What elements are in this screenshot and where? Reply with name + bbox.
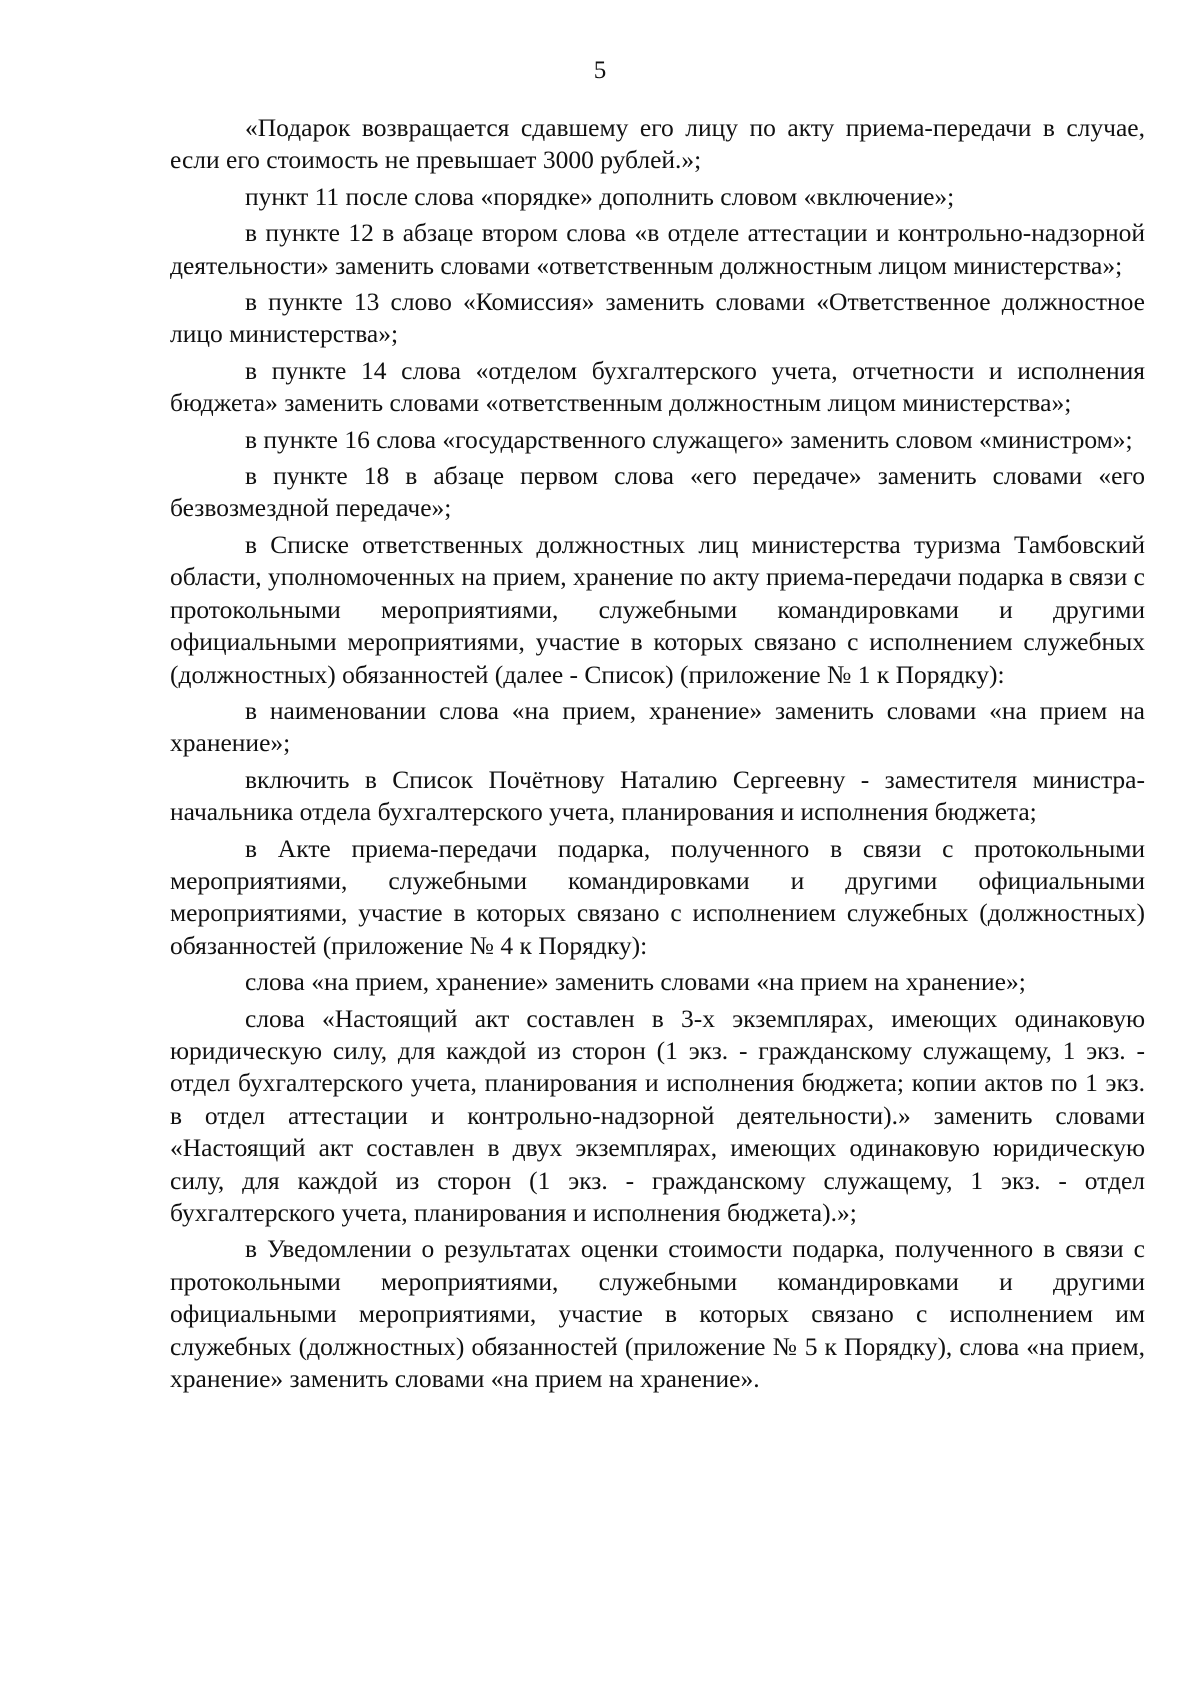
paragraph-act-words: слова «на прием, хранение» заменить словами «на прием на хранение»; (245, 967, 1026, 997)
paragraph-responsible-list: в Списке ответственных должностных лиц министерства туризма Тамбовский области, уполномоченных на прием, хранение по акту приема-передачи подарка в связи с протокольными мероприятиями, служебными командировками и другими официальными мероприятиями, участие в которых связано с исполнением служебных (должностных) обязанностей (далее - Список) (приложение № 1 к Порядку): (170, 529, 1145, 689)
paragraph-list-title: в наименовании слова «на прием, хранение» заменить словами «на прием на хранение»; (170, 695, 1145, 758)
paragraph-item-11: пункт 11 после слова «порядке» дополнить словом «включение»; (245, 181, 955, 211)
paragraph-item-13: в пункте 13 слово «Комиссия» заменить словами «Ответственное должностное лицо министерства»; (170, 287, 1145, 349)
paragraph-notification: в Уведомлении о результатах оценки стоимости подарка, полученного в связи с протокольными мероприятиями, служебными командировками и другими официальными мероприятиями, участие в которых связано с исполнением им служебных (должностных) обязанностей (приложение № 5 к Порядку), слова «на прием, хранение» заменить словами «на прием на хранение». (170, 1234, 1145, 1394)
paragraph-include-person: включить в Список Почётнову Наталию Сергеевну - заместителя министра-начальника отдела бухгалтерского учета, планирования и исполнения бюджета; (170, 764, 1145, 827)
paragraph-act-copies: слова «Настоящий акт составлен в 3-х экземплярах, имеющих одинаковую юридическую силу, для каждой из сторон (1 экз. - гражданскому служащему, 1 экз. - отдел бухгалтерского учета, планирования и исполнения бюджета; копии актов по 1 экз. в отдел аттестации и контрольно-надзорной деятельности).» заменить словами «Настоящий акт составлен в двух экземплярах, имеющих одинаковую юридическую силу, для каждой из сторон (1 экз. - гражданскому служащему, 1 экз. - отдел бухгалтерского учета, планирования и исполнения бюджета).»; (170, 1003, 1145, 1227)
paragraph-item-14: в пункте 14 слова «отделом бухгалтерского учета, отчетности и исполнения бюджета» заменить словами «ответственным должностным лицом министерства»; (170, 355, 1145, 418)
paragraph-item-16: в пункте 16 слова «государственного служащего» заменить словом «министром»; (245, 424, 1133, 454)
page-number: 5 (593, 57, 607, 84)
paragraph-item-12: в пункте 12 в абзаце втором слова «в отделе аттестации и контрольно-надзорной деятельности» заменить словами «ответственным должностным лицом министерства»; (170, 218, 1145, 280)
paragraph-item-18: в пункте 18 в абзаце первом слова «его передаче» заменить словами «его безвозмездной передаче»; (170, 461, 1145, 523)
paragraph-gift-return: «Подарок возвращается сдавшему его лицу по акту приема-передачи в случае, если его стоимость не превышает 3000 рублей.»; (170, 113, 1145, 175)
paragraph-transfer-act: в Акте приема-передачи подарка, полученного в связи с протокольными мероприятиями, служебными командировками и другими официальными мероприятиями, участие в которых связано с исполнением служебных (должностных) обязанностей (приложение № 4 к Порядку): (170, 833, 1145, 960)
document-body (170, 112, 1145, 1399)
